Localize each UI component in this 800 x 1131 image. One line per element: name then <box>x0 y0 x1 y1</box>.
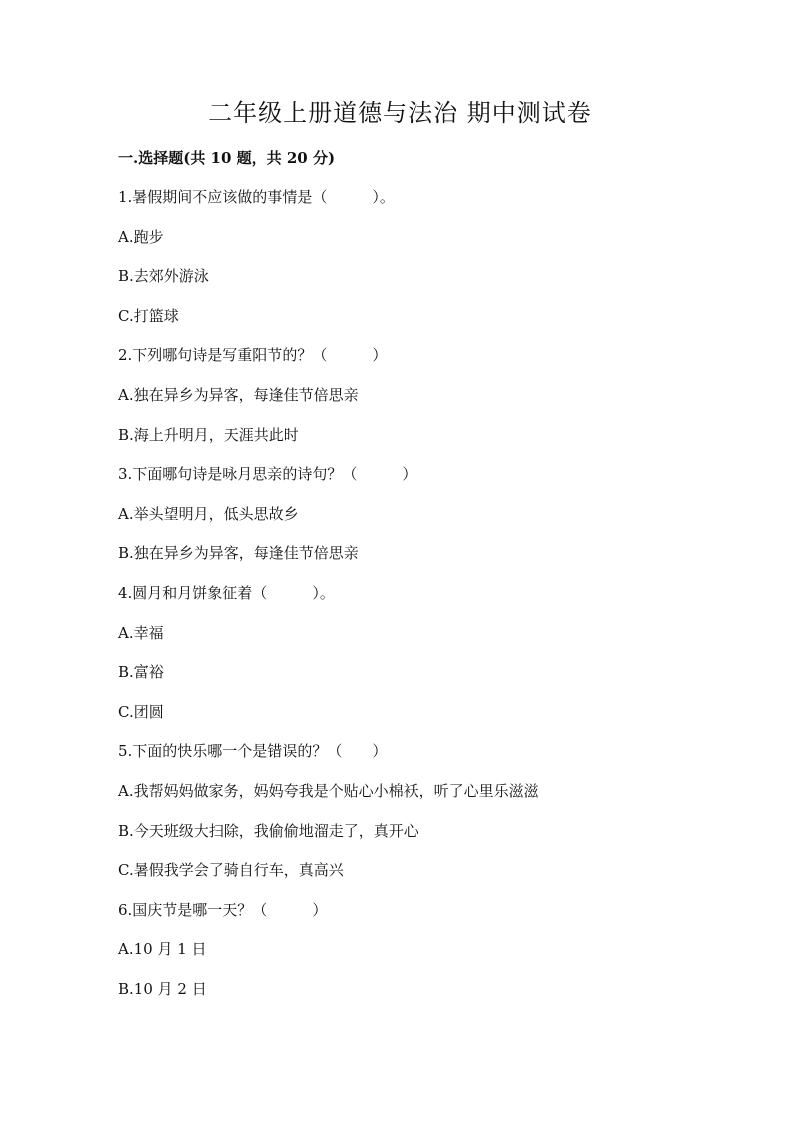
question-1-option-a: A.跑步 <box>118 227 164 246</box>
question-6-option-b: B.10 月 2 日 <box>118 979 207 998</box>
question-1-stem: 1.暑假期间不应该做的事情是（ ）。 <box>118 188 395 206</box>
question-2-option-a: A.独在异乡为异客，每逢佳节倍思亲 <box>118 385 359 404</box>
question-3-option-b: B.独在异乡为异客，每逢佳节倍思亲 <box>118 544 359 563</box>
question-1-option-c: C.打篮球 <box>118 306 179 325</box>
question-1-option-b: B.去郊外游泳 <box>118 267 209 286</box>
page-title: 二年级上册道德与法治 期中测试卷 <box>208 99 592 127</box>
question-3-option-a: A.举头望明月，低头思故乡 <box>118 504 299 523</box>
question-6-stem: 6.国庆节是哪一天？（ ） <box>118 900 328 919</box>
section-heading: 一.选择题(共 10 题，共 20 分) <box>118 149 336 167</box>
question-4-stem: 4.圆月和月饼象征着（ ）。 <box>118 583 335 602</box>
question-4-option-a: A.幸福 <box>118 623 164 642</box>
question-5-option-b: B.今天班级大扫除，我偷偷地溜走了，真开心 <box>118 821 419 840</box>
question-list <box>118 185 758 1016</box>
question-5-stem: 5.下面的快乐哪一个是错误的？（ ） <box>118 742 388 761</box>
question-2-stem: 2.下列哪句诗是写重阳节的？（ ） <box>118 346 388 365</box>
question-3-stem: 3.下面哪句诗是咏月思亲的诗句？（ ） <box>118 465 418 484</box>
question-5-option-c: C.暑假我学会了骑自行车，真高兴 <box>118 861 344 880</box>
question-6-option-a: A.10 月 1 日 <box>118 940 207 959</box>
question-4-option-c: C.团圆 <box>118 702 164 721</box>
question-4-option-b: B.富裕 <box>118 663 164 682</box>
question-5-option-a: A.我帮妈妈做家务，妈妈夸我是个贴心小棉袄，听了心里乐滋滋 <box>118 781 539 800</box>
question-2-option-b: B.海上升明月，天涯共此时 <box>118 425 299 444</box>
